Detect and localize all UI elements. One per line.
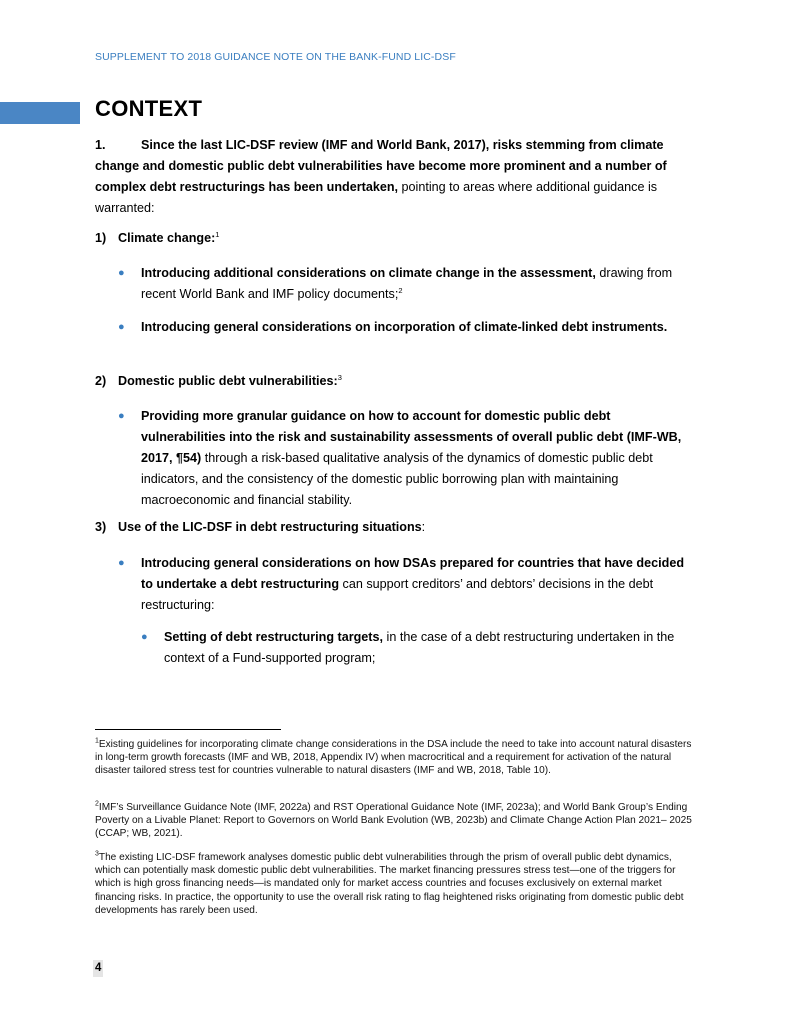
paragraph-1 (95, 135, 697, 219)
paragraph-lead: Since the last LIC-DSF review (IMF and World Bank, 2017), risks stemming from climate change and domestic public debt vulnerabilities have become more prominent and a number of complex debt restructurings has been undertaken, (95, 138, 667, 194)
footnote-ref[interactable]: 1 (215, 229, 220, 239)
footnote-ref[interactable]: 3 (337, 372, 342, 382)
bullet-text: in the case of a debt restructuring undertaken in the context of a Fund-supported program; (164, 630, 675, 665)
bullet-icon: ● (118, 267, 125, 279)
list-label-tail: : (421, 520, 426, 534)
bullet-domestic-guidance (118, 406, 697, 511)
list-number: 1) (95, 231, 107, 245)
footnote-divider (95, 729, 281, 730)
bullet-lead: Introducing additional considerations on climate change in the assessment, (141, 266, 596, 280)
bullet-restructuring-dsa (118, 553, 697, 616)
bullet-text: through a risk-based qualitative analysis of the dynamics of domestic public debt indicators, and the consistency of the domestic public borrowing plan with maintaining macroeconomic and financial stability. (141, 451, 653, 507)
bullet-climate-instruments (118, 317, 697, 338)
paragraph-number: 1. (95, 138, 106, 152)
bullet-text: drawing from recent World Bank and IMF policy documents; (141, 266, 673, 301)
footnote-mark: 3 (95, 850, 99, 858)
list-item-domestic-debt (95, 371, 342, 392)
footnote-ref[interactable]: 2 (398, 285, 403, 295)
list-item-debt-restructuring (95, 517, 425, 538)
section-accent-bar (0, 102, 80, 124)
section-title: CONTEXT (95, 96, 203, 121)
list-number: 3) (95, 520, 107, 534)
footnote-text: The existing LIC-DSF framework analyses domestic public debt vulnerabilities through the prism of overall public debt dynamics, which can potentially mask domestic public debt vulnerabilities. The market financing pressures stress test—one of the triggers for which is high gross financing needs—is mandated only for market access countries and focuses exclusively on external market financing risks. In practice, the opportunity to use the overall risk rating to flag heightened risks originating from domestic public debt developments has rarely been used. (95, 852, 684, 916)
bullet-lead: Introducing general considerations on how DSAs prepared for countries that have decided to undertake a debt restructuring (141, 556, 685, 591)
bullet-text: can support creditors’ and debtors’ decisions in the debt restructuring: (141, 577, 654, 612)
footnote-3 (95, 851, 699, 917)
bullet-lead: Introducing general considerations on incorporation of climate-linked debt instruments. (141, 320, 668, 334)
bullet-icon: ● (118, 410, 125, 422)
list-number: 2) (95, 374, 107, 388)
bullet-lead: Providing more granular guidance on how to account for domestic public debt vulnerabilities into the risk and sustainability assessments of overall public debt (IMF-WB, 2017, ¶54) (141, 409, 682, 465)
footnote-mark: 1 (95, 737, 99, 745)
list-label: Use of the LIC-DSF in debt restructuring situations (118, 520, 422, 534)
bullet-icon: ● (141, 631, 148, 643)
page-number: 4 (93, 960, 103, 977)
list-label: Climate change: (118, 231, 216, 245)
bullet-lead: Setting of debt restructuring targets, (164, 630, 384, 644)
footnote-1 (95, 738, 699, 778)
footnote-mark: 2 (95, 800, 99, 808)
running-header: SUPPLEMENT TO 2018 GUIDANCE NOTE ON THE BANK-FUND LIC-DSF (95, 51, 456, 63)
list-label: Domestic public debt vulnerabilities: (118, 374, 338, 388)
list-item-climate-change (95, 228, 219, 249)
bullet-icon: ● (118, 321, 125, 333)
paragraph-text: pointing to areas where additional guidance is warranted: (95, 180, 658, 215)
footnote-2 (95, 801, 699, 841)
footnote-text: IMF’s Surveillance Guidance Note (IMF, 2022a) and RST Operational Guidance Note (IMF, 2023a); and World Bank Group’s Ending Poverty on a Livable Planet: Report to Governors on World Bank Evolution (WB, 2023b) and Climate Change Action Plan 2021– 2025 (CCAP; WB, 2021). (95, 802, 692, 840)
bullet-icon: ● (118, 557, 125, 569)
footnote-text: Existing guidelines for incorporating climate change considerations in the DSA include the need to take into account natural disasters in long-term growth forecasts (IMF and WB, 2018, Appendix IV) when macrocritical and a requirement for activation of the natural disaster tailored stress test for countries vulnerable to natural disasters (IMF and WB, 2018, Table 10). (95, 739, 692, 777)
bullet-climate-assessment (118, 263, 697, 305)
subbullet-restructuring-targets (141, 627, 697, 669)
